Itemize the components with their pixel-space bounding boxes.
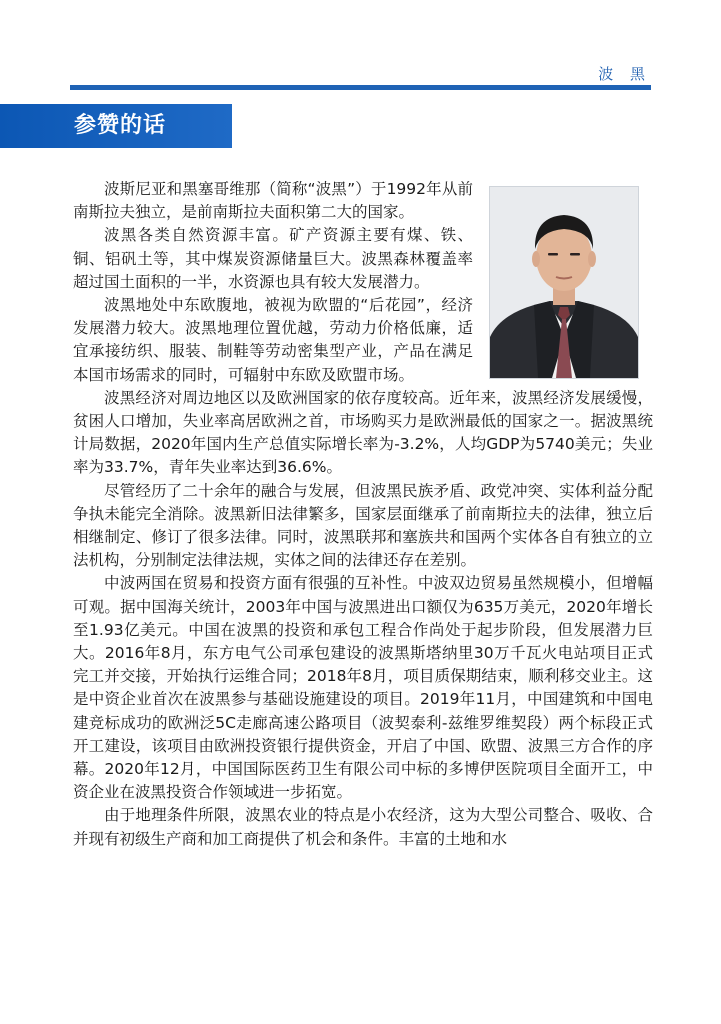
section-title-banner (0, 104, 232, 148)
paragraph: 波黑地处中东欧腹地，被视为欧盟的“后花园”，经济发展潜力较大。波黑地理位置优越，劳动力价格低廉，适宜承接纺织、服装、制鞋等劳动密集型产业，产品在满足本国市场需求的同时，可辐射中东欧及欧盟市场。 (73, 296, 473, 384)
paragraph: 波黑经济对周边地区以及欧洲国家的依存度较高。近年来，波黑经济发展缓慢，贫困人口增加，失业率高居欧洲之首，市场购买力是欧洲最低的国家之一。据波黑统计局数据，2020年国内生产总值实际增长率为-3.2%，人均GDP为5740美元；失业率为33.7%，青年失业率达到36.6%。 (73, 388, 653, 477)
paragraph: 由于地理条件所限，波黑农业的特点是小农经济，这为大型公司整合、吸收、合并现有初级生产商和加工商提供了机会和条件。丰富的土地和水 (73, 806, 653, 848)
paragraph: 中波两国在贸易和投资方面有很强的互补性。中波双边贸易虽然规模小，但增幅可观。据中国海关统计，2003年中国与波黑进出口额仅为635万美元，2020年增长至1.93亿美元。中国在波黑的投资和承包工程合作尚处于起步阶段，但发展潜力巨大。2016年8月，东方电气公司承包建设的波黑斯塔纳里30万千瓦火电站项目正式完工并交接，开始执行运维合同；2018年8月，项目质保期结束，顺利移交业主。这是中资企业首次在波黑参与基础设施建设的项目。2019年11月，中国建筑和中国电建竞标成功的欧洲泛5C走廊高速公路项目（波契泰利-兹维罗维契段）两个标段正式开工建设，该项目由欧洲投资银行提供资金，开启了中国、欧盟、波黑三方合作的序幕。2020年12月，中国国际医药卫生有限公司中标的多博伊医院项目全面开工，中资企业在波黑投资合作领域进一步拓宽。 (73, 574, 653, 802)
paragraph: 尽管经历了二十余年的融合与发展，但波黑民族矛盾、政党冲突、实体利益分配争执未能完全消除。波黑新旧法律繁多，国家层面继承了前南斯拉夫的法律，独立后相继制定、修订了很多法律。同时，波黑联邦和塞族共和国两个实体各自有独立的立法机构，分别制定法律法规，实体之间的法律还存在差别。 (73, 481, 653, 570)
paragraph: 波黑各类自然资源丰富。矿产资源主要有煤、铁、铜、铝矾土等，其中煤炭资源储量巨大。波黑森林覆盖率超过国土面积的一半，水资源也具有较大发展潜力。 (73, 226, 473, 291)
article-body (73, 178, 653, 851)
header-rule (70, 85, 651, 90)
paragraph: 波斯尼亚和黑塞哥维那（简称“波黑”）于1992年从前南斯拉夫独立，是前南斯拉夫面积第二大的国家。 (73, 180, 473, 222)
section-title: 参赞的话 (74, 113, 167, 138)
header-country: 波 黑 (598, 65, 651, 83)
